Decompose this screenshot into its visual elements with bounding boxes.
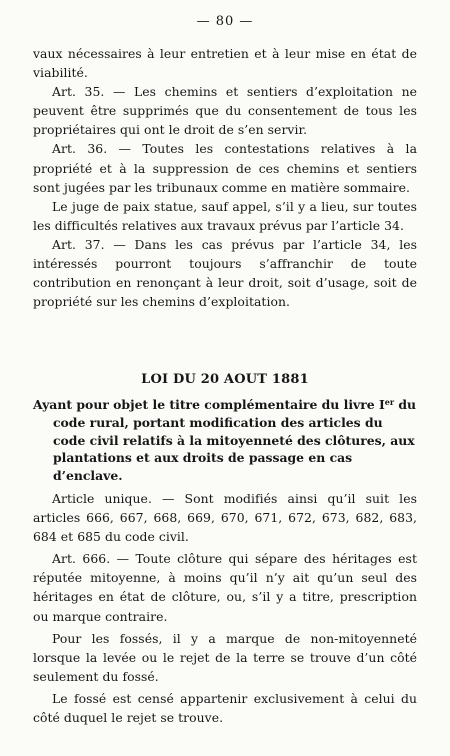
paragraph-article-unique: Article unique. — Sont modifiés ainsi qu’il suit les articles 666, 667, 668, 669, 670, 671, 672, 673, 682, 683, 684 et 685 du code civil. <box>33 491 417 545</box>
law-subject-text-1: Ayant pour objet le titre complémentaire du livre I <box>33 397 385 412</box>
paragraph-art-36: Art. 36. — Toutes les contestations relatives à la propriété et à la suppression de ces chemins et sentiers sont jugées par les tribunaux comme en matière sommaire. <box>33 141 417 195</box>
page-number: — 80 — <box>196 14 254 29</box>
text-block-top <box>33 44 417 311</box>
text-block-bottom <box>33 489 417 727</box>
law-subject <box>33 396 417 485</box>
paragraph-juge-de-paix: Le juge de paix statue, sauf appel, s’il y a lieu, sur toutes les difficultés relatives aux travaux prévus par l’article 34. <box>33 198 417 233</box>
law-title: LOI DU 20 AOUT 1881 <box>141 372 309 387</box>
law-subject-superscript: er <box>384 397 395 407</box>
paragraph-art-37: Art. 37. — Dans les cas prévus par l’article 34, les intéressés pourront toujours s’affranchir de toute contribution en renonçant à leur droit, soit d’usage, soit de propriété sur les chemins d’exploitation. <box>33 236 417 310</box>
paragraph-continuation: vaux nécessaires à leur entretien et à leur mise en état de viabilité. <box>33 46 417 81</box>
paragraph-art-35: Art. 35. — Les chemins et sentiers d’exploitation ne peuvent être supprimés que du consentement de tous les propriétaires qui ont le droit de s’en servir. <box>33 84 417 138</box>
law-subject-text-2: du code rural, portant modification des articles du code civil relatifs à la mitoyenneté des clôtures, aux plantations et aux droits de passage en cas d’enclave. <box>53 397 417 484</box>
paragraph-fosses: Pour les fossés, il y a marque de non-mitoyenneté lorsque la levée ou le rejet de la terre se trouve d’un côté seulement du fossé. <box>33 630 417 684</box>
paragraph-fosse-appartenance: Le fossé est censé appartenir exclusivement à celui du côté duquel le rejet se trouve. <box>33 690 417 726</box>
paragraph-art-666: Art. 666. — Toute clôture qui sépare des héritages est réputée mitoyenne, à moins qu’il n’y ait qu’un seul des héritages en état de clôture, ou, s’il y a titre, prescription ou marque contraire. <box>33 551 417 624</box>
